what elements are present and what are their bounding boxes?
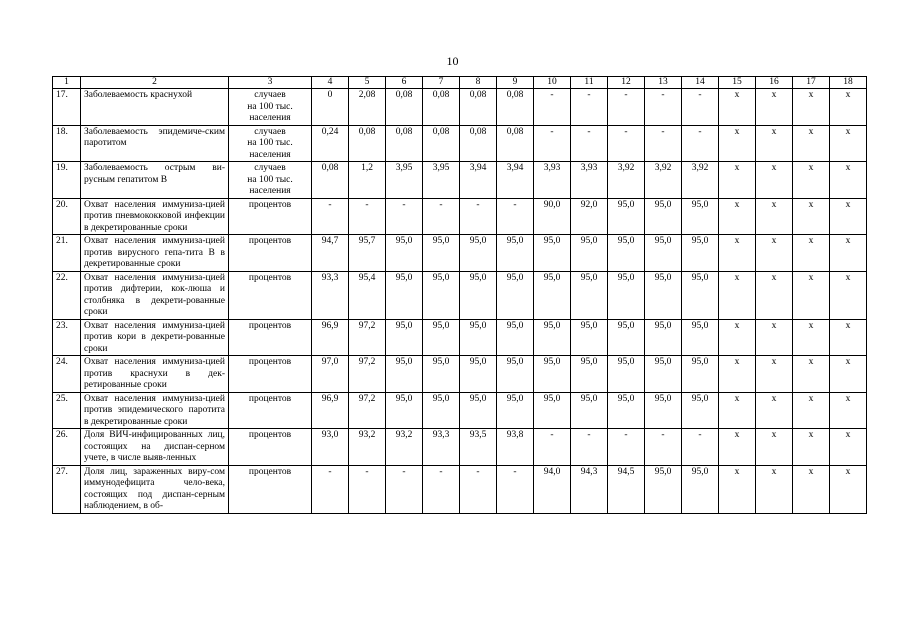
- value-cell: 95,0: [682, 319, 719, 356]
- value-cell: 95,0: [534, 392, 571, 429]
- unit-cell: [229, 89, 312, 126]
- value-cell: 95,0: [386, 356, 423, 393]
- value-cell: 95,0: [497, 319, 534, 356]
- value-cell: -: [349, 198, 386, 235]
- indicator-name: Охват населения иммуниза-цией против пневмококковой инфекции в декретированные сроки: [81, 198, 229, 235]
- value-cell: 96,9: [312, 319, 349, 356]
- value-cell: 95,0: [497, 392, 534, 429]
- indicator-name: Доля ВИЧ-инфицированных лиц, состоящих на диспан-серном учете, в числе выяв-ленных: [81, 429, 229, 466]
- value-cell: -: [349, 465, 386, 513]
- value-cell: -: [608, 125, 645, 162]
- value-cell: 3,93: [571, 162, 608, 199]
- table-row: [53, 198, 867, 235]
- value-cell: -: [571, 125, 608, 162]
- value-cell: 93,0: [312, 429, 349, 466]
- value-cell: х: [719, 162, 756, 199]
- value-cell: -: [682, 89, 719, 126]
- value-cell: х: [756, 125, 793, 162]
- value-cell: 2,08: [349, 89, 386, 126]
- row-number: 25.: [53, 392, 81, 429]
- table-row: [53, 356, 867, 393]
- value-cell: 95,0: [571, 319, 608, 356]
- unit-cell: [229, 198, 312, 235]
- value-cell: 93,3: [312, 271, 349, 319]
- value-cell: х: [756, 429, 793, 466]
- value-cell: х: [719, 465, 756, 513]
- value-cell: 3,92: [645, 162, 682, 199]
- unit-line: на 100 тыс.: [247, 174, 293, 185]
- table-row: [53, 429, 867, 466]
- column-header: 5: [349, 77, 386, 89]
- indicator-name: Доля лиц, зараженных виру-сом иммунодефицита чело-века, состоящих под диспан-серным наблюдением, в об-: [81, 465, 229, 513]
- value-cell: 95,0: [645, 198, 682, 235]
- value-cell: х: [830, 162, 867, 199]
- value-cell: х: [756, 465, 793, 513]
- value-cell: -: [534, 429, 571, 466]
- column-header: 7: [423, 77, 460, 89]
- unit-cell: [229, 271, 312, 319]
- value-cell: -: [312, 465, 349, 513]
- row-number: 18.: [53, 125, 81, 162]
- value-cell: х: [756, 162, 793, 199]
- row-number: 26.: [53, 429, 81, 466]
- value-cell: х: [793, 89, 830, 126]
- value-cell: х: [756, 392, 793, 429]
- value-cell: 95,0: [571, 392, 608, 429]
- unit-line: на 100 тыс.: [247, 101, 293, 112]
- value-cell: х: [719, 235, 756, 272]
- value-cell: -: [682, 125, 719, 162]
- value-cell: 93,2: [349, 429, 386, 466]
- value-cell: 95,0: [682, 392, 719, 429]
- value-cell: х: [793, 235, 830, 272]
- value-cell: 1,2: [349, 162, 386, 199]
- unit-line: процентов: [248, 466, 292, 477]
- column-header: 8: [460, 77, 497, 89]
- value-cell: х: [830, 392, 867, 429]
- row-number: 24.: [53, 356, 81, 393]
- value-cell: 95,0: [571, 356, 608, 393]
- unit-line: на 100 тыс.: [247, 138, 293, 148]
- value-cell: 95,0: [534, 235, 571, 272]
- value-cell: 95,0: [645, 271, 682, 319]
- table-row: [53, 271, 867, 319]
- value-cell: х: [830, 271, 867, 319]
- value-cell: -: [423, 465, 460, 513]
- value-cell: х: [719, 429, 756, 466]
- unit-line: процентов: [248, 357, 292, 367]
- value-cell: 95,0: [534, 319, 571, 356]
- value-cell: -: [386, 465, 423, 513]
- value-cell: 95,0: [460, 271, 497, 319]
- value-cell: х: [830, 198, 867, 235]
- value-cell: 0,08: [460, 89, 497, 126]
- value-cell: х: [830, 465, 867, 513]
- value-cell: 95,0: [682, 356, 719, 393]
- value-cell: х: [719, 125, 756, 162]
- value-cell: 95,0: [423, 319, 460, 356]
- value-cell: 93,3: [423, 429, 460, 466]
- value-cell: 95,7: [349, 235, 386, 272]
- value-cell: 95,0: [608, 198, 645, 235]
- value-cell: 95,0: [682, 271, 719, 319]
- value-cell: 94,5: [608, 465, 645, 513]
- value-cell: х: [793, 465, 830, 513]
- value-cell: 95,0: [608, 356, 645, 393]
- column-header: 4: [312, 77, 349, 89]
- value-cell: -: [386, 198, 423, 235]
- value-cell: 95,0: [497, 271, 534, 319]
- value-cell: х: [756, 235, 793, 272]
- value-cell: 0,08: [460, 125, 497, 162]
- value-cell: 96,9: [312, 392, 349, 429]
- value-cell: -: [608, 429, 645, 466]
- unit-line: процентов: [248, 430, 292, 440]
- value-cell: 95,0: [497, 356, 534, 393]
- unit-cell: [229, 235, 312, 272]
- value-cell: 94,3: [571, 465, 608, 513]
- value-cell: 95,0: [608, 392, 645, 429]
- value-cell: 0,08: [497, 89, 534, 126]
- column-header: 14: [682, 77, 719, 89]
- unit-line: случаев: [254, 90, 286, 100]
- row-number: 22.: [53, 271, 81, 319]
- indicator-name: Охват населения иммуниза-цией против кори в декрети-рованные сроки: [81, 319, 229, 356]
- value-cell: х: [793, 392, 830, 429]
- value-cell: х: [830, 125, 867, 162]
- value-cell: 3,92: [608, 162, 645, 199]
- value-cell: 95,0: [645, 392, 682, 429]
- value-cell: 95,0: [423, 392, 460, 429]
- value-cell: -: [682, 429, 719, 466]
- indicators-table: [52, 76, 867, 514]
- value-cell: 0,08: [312, 162, 349, 199]
- value-cell: 95,0: [682, 198, 719, 235]
- value-cell: 3,94: [460, 162, 497, 199]
- value-cell: 95,0: [645, 319, 682, 356]
- value-cell: 0,08: [423, 89, 460, 126]
- row-number: 19.: [53, 162, 81, 199]
- value-cell: 95,0: [682, 465, 719, 513]
- unit-line: населения: [249, 186, 291, 196]
- value-cell: х: [756, 319, 793, 356]
- table-row: [53, 465, 867, 513]
- unit-cell: [229, 125, 312, 162]
- column-header: 15: [719, 77, 756, 89]
- indicator-name: Заболеваемость эпидемиче-ским паротитом: [81, 125, 229, 162]
- value-cell: х: [719, 356, 756, 393]
- row-number: 27.: [53, 465, 81, 513]
- value-cell: 94,7: [312, 235, 349, 272]
- value-cell: -: [497, 198, 534, 235]
- value-cell: 3,95: [423, 162, 460, 199]
- value-cell: 93,5: [460, 429, 497, 466]
- unit-line: случаев: [254, 126, 286, 137]
- value-cell: х: [719, 319, 756, 356]
- unit-cell: [229, 356, 312, 393]
- column-header: 10: [534, 77, 571, 89]
- column-header: 12: [608, 77, 645, 89]
- value-cell: -: [534, 125, 571, 162]
- value-cell: 97,2: [349, 392, 386, 429]
- value-cell: 93,8: [497, 429, 534, 466]
- value-cell: 0,08: [423, 125, 460, 162]
- table-row: [53, 319, 867, 356]
- value-cell: 95,0: [460, 392, 497, 429]
- column-header: 17: [793, 77, 830, 89]
- value-cell: -: [645, 89, 682, 126]
- unit-line: процентов: [248, 320, 292, 331]
- value-cell: х: [793, 271, 830, 319]
- value-cell: х: [719, 89, 756, 126]
- value-cell: х: [756, 89, 793, 126]
- column-header: 6: [386, 77, 423, 89]
- value-cell: 95,0: [608, 271, 645, 319]
- value-cell: 3,93: [534, 162, 571, 199]
- indicator-name: Охват населения иммуниза-цией против вирусного гепа-тита В в декретированные сроки: [81, 235, 229, 272]
- unit-cell: [229, 319, 312, 356]
- value-cell: 95,0: [645, 235, 682, 272]
- table-row: [53, 235, 867, 272]
- unit-cell: [229, 392, 312, 429]
- value-cell: 95,0: [534, 271, 571, 319]
- value-cell: -: [312, 198, 349, 235]
- column-header: 9: [497, 77, 534, 89]
- value-cell: 92,0: [571, 198, 608, 235]
- value-cell: 0,08: [386, 125, 423, 162]
- unit-line: процентов: [248, 199, 292, 210]
- value-cell: х: [830, 319, 867, 356]
- value-cell: х: [719, 392, 756, 429]
- value-cell: -: [460, 465, 497, 513]
- row-number: 20.: [53, 198, 81, 235]
- value-cell: х: [756, 271, 793, 319]
- unit-line: процентов: [248, 272, 292, 283]
- column-header: 2: [81, 77, 229, 89]
- value-cell: х: [793, 198, 830, 235]
- value-cell: 3,92: [682, 162, 719, 199]
- value-cell: -: [534, 89, 571, 126]
- value-cell: 3,95: [386, 162, 423, 199]
- column-header: 3: [229, 77, 312, 89]
- value-cell: 95,0: [608, 319, 645, 356]
- value-cell: х: [719, 198, 756, 235]
- value-cell: 95,0: [497, 235, 534, 272]
- value-cell: 95,0: [571, 271, 608, 319]
- column-header: 13: [645, 77, 682, 89]
- value-cell: 3,94: [497, 162, 534, 199]
- header-row: [53, 77, 867, 89]
- unit-cell: [229, 465, 312, 513]
- value-cell: -: [571, 89, 608, 126]
- unit-line: случаев: [254, 163, 286, 173]
- unit-line: процентов: [248, 236, 292, 246]
- indicator-name: Охват населения иммуниза-цией против дифтерии, кок-люша и столбняка в декрети-рованные сроки: [81, 271, 229, 319]
- row-number: 17.: [53, 89, 81, 126]
- column-header: 16: [756, 77, 793, 89]
- unit-cell: [229, 162, 312, 199]
- value-cell: х: [830, 429, 867, 466]
- unit-cell: [229, 429, 312, 466]
- value-cell: -: [645, 125, 682, 162]
- value-cell: 95,0: [571, 235, 608, 272]
- unit-line: населения: [249, 149, 291, 160]
- table-row: [53, 125, 867, 162]
- value-cell: х: [719, 271, 756, 319]
- value-cell: 95,0: [423, 271, 460, 319]
- value-cell: х: [793, 125, 830, 162]
- value-cell: 95,0: [386, 392, 423, 429]
- column-header: 1: [53, 77, 81, 89]
- value-cell: х: [830, 89, 867, 126]
- value-cell: 95,0: [423, 356, 460, 393]
- table-row: [53, 89, 867, 126]
- value-cell: 95,0: [682, 235, 719, 272]
- value-cell: -: [608, 89, 645, 126]
- value-cell: 0: [312, 89, 349, 126]
- unit-line: населения: [249, 113, 291, 123]
- indicator-name: Охват населения иммуниза-цией против эпидемического паротита в декретированные сроки: [81, 392, 229, 429]
- value-cell: -: [497, 465, 534, 513]
- value-cell: 90,0: [534, 198, 571, 235]
- value-cell: 95,4: [349, 271, 386, 319]
- value-cell: -: [460, 198, 497, 235]
- column-header: 11: [571, 77, 608, 89]
- value-cell: х: [793, 429, 830, 466]
- value-cell: 95,0: [534, 356, 571, 393]
- value-cell: х: [830, 235, 867, 272]
- column-header: 18: [830, 77, 867, 89]
- unit-line: процентов: [248, 393, 292, 404]
- table-row: [53, 162, 867, 199]
- value-cell: х: [793, 162, 830, 199]
- indicator-name: Заболеваемость острым ви-русным гепатитом В: [81, 162, 229, 199]
- value-cell: -: [423, 198, 460, 235]
- value-cell: 95,0: [423, 235, 460, 272]
- table-row: [53, 392, 867, 429]
- value-cell: 95,0: [645, 356, 682, 393]
- value-cell: 0,24: [312, 125, 349, 162]
- value-cell: х: [793, 356, 830, 393]
- value-cell: 97,2: [349, 319, 386, 356]
- value-cell: 97,2: [349, 356, 386, 393]
- value-cell: 95,0: [645, 465, 682, 513]
- value-cell: 95,0: [460, 235, 497, 272]
- value-cell: 95,0: [608, 235, 645, 272]
- row-number: 23.: [53, 319, 81, 356]
- value-cell: 94,0: [534, 465, 571, 513]
- page-number: 10: [446, 54, 459, 68]
- value-cell: 95,0: [460, 319, 497, 356]
- value-cell: 95,0: [386, 235, 423, 272]
- value-cell: х: [793, 319, 830, 356]
- value-cell: х: [756, 356, 793, 393]
- value-cell: 95,0: [386, 319, 423, 356]
- indicator-name: Заболеваемость краснухой: [81, 89, 229, 126]
- value-cell: 95,0: [460, 356, 497, 393]
- value-cell: -: [571, 429, 608, 466]
- value-cell: 93,2: [386, 429, 423, 466]
- value-cell: х: [756, 198, 793, 235]
- value-cell: -: [645, 429, 682, 466]
- value-cell: 0,08: [497, 125, 534, 162]
- value-cell: 95,0: [386, 271, 423, 319]
- value-cell: 0,08: [349, 125, 386, 162]
- indicator-name: Охват населения иммуниза-цией против краснухи в дек-ретированные сроки: [81, 356, 229, 393]
- row-number: 21.: [53, 235, 81, 272]
- value-cell: х: [830, 356, 867, 393]
- value-cell: 0,08: [386, 89, 423, 126]
- value-cell: 97,0: [312, 356, 349, 393]
